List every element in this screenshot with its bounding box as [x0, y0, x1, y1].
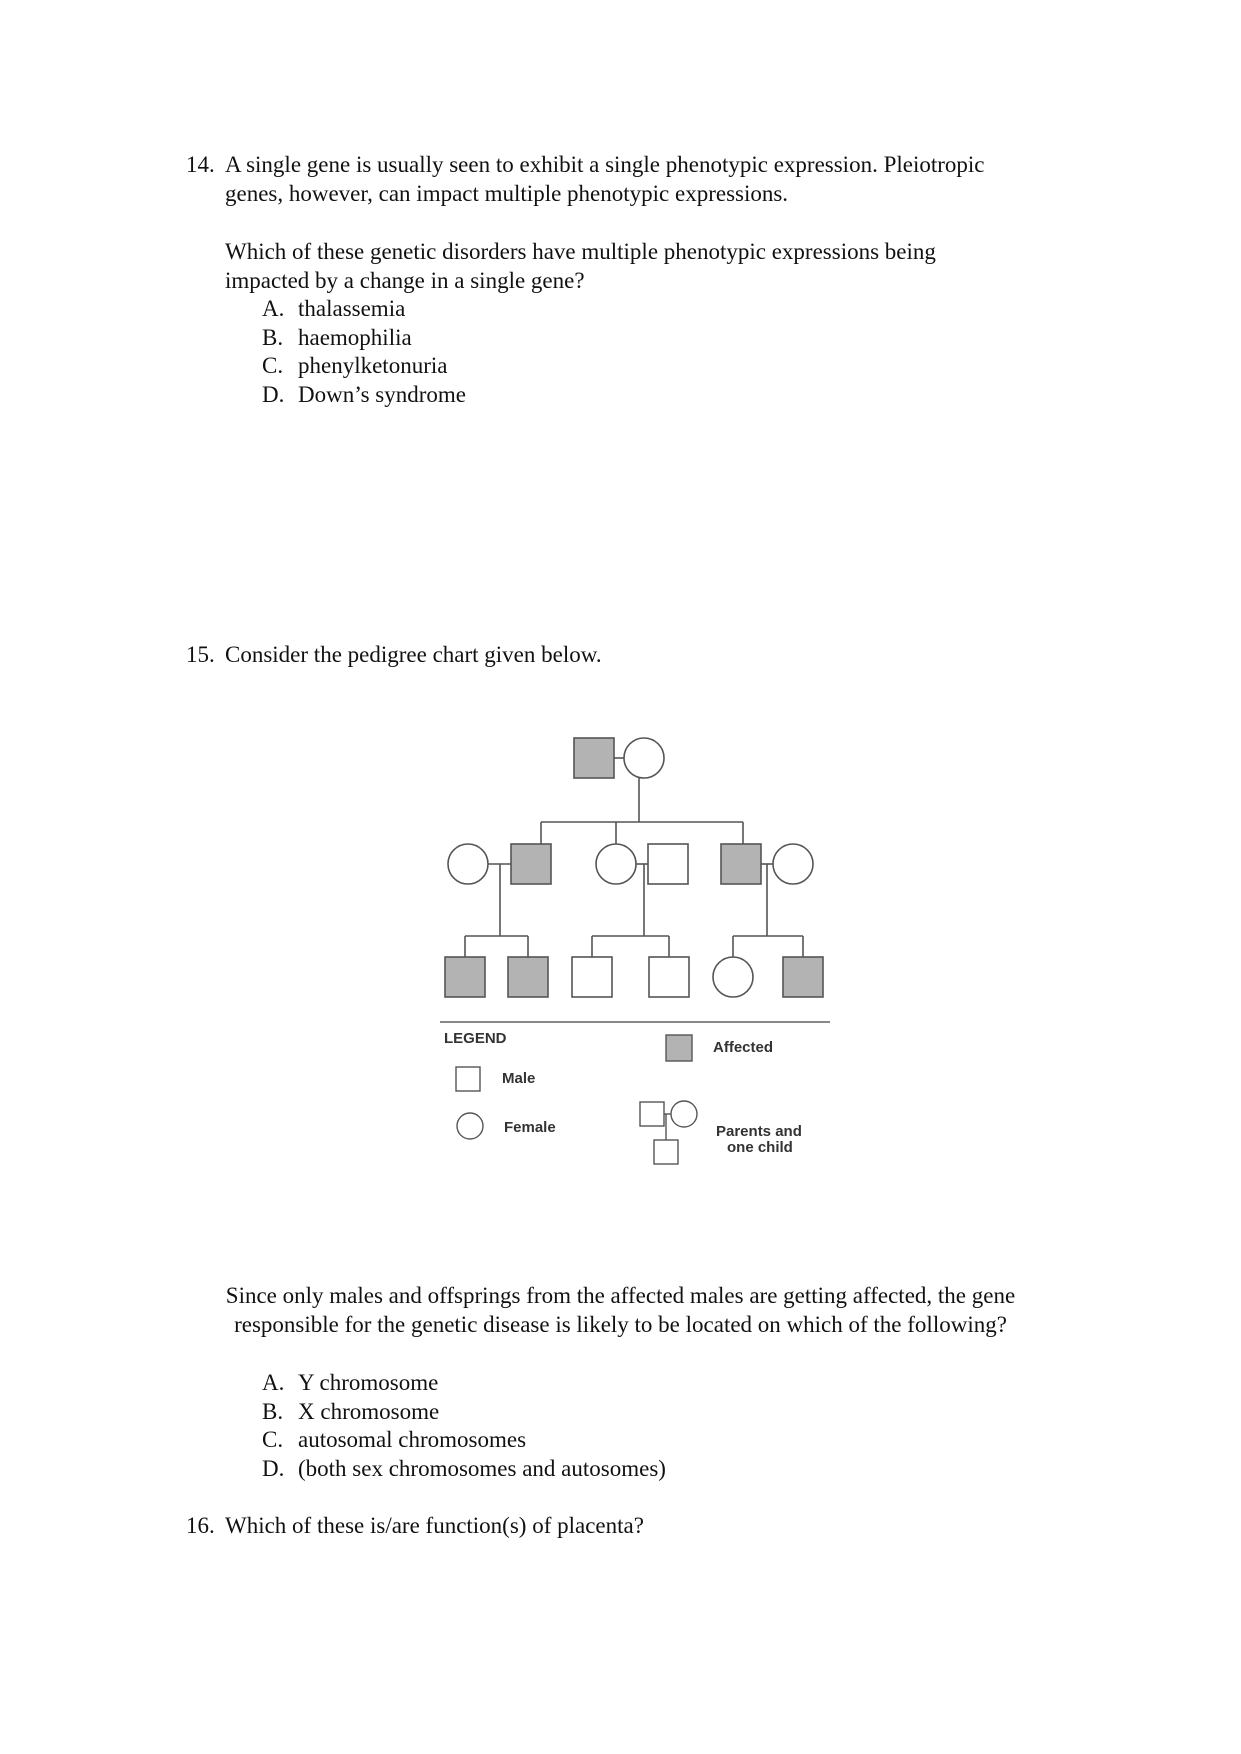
- option-letter: D.: [262, 1456, 285, 1481]
- legend-parents-label-line-2: one child: [727, 1139, 793, 1156]
- option-text: Y chromosome: [298, 1370, 439, 1395]
- question-16-number: 16.: [186, 1513, 215, 1538]
- question-14-line-2: genes, however, can impact multiple phenotypic expressions.: [225, 181, 789, 206]
- question-15-prompt-line-2: responsible for the genetic disease is likely to be located on which of the following?: [234, 1312, 1007, 1337]
- pedigree-gen1-affected-male: [574, 738, 614, 778]
- legend-affected-label: Affected: [713, 1039, 774, 1056]
- question-14-number: 14.: [186, 152, 215, 177]
- pedigree-gen3-male-2: [649, 957, 689, 997]
- question-16-text: Which of these is/are function(s) of placenta?: [225, 1513, 644, 1538]
- pedigree-gen2-spouse-male: [648, 844, 688, 884]
- option-text: X chromosome: [298, 1399, 440, 1424]
- legend-title: LEGEND: [444, 1030, 507, 1047]
- option-text: (both sex chromosomes and autosomes): [298, 1456, 666, 1481]
- pedigree-gen2-affected-male-2: [721, 844, 761, 884]
- option-letter: C.: [262, 353, 284, 378]
- pedigree-gen2-spouse-female-1: [448, 844, 488, 884]
- option-letter: C.: [262, 1427, 284, 1452]
- pedigree-gen3-affected-male-3: [783, 957, 823, 997]
- legend-affected-symbol: [666, 1035, 692, 1061]
- option-letter: A.: [262, 1370, 285, 1395]
- pedigree-gen1-female: [624, 738, 664, 778]
- option-text: haemophilia: [298, 325, 412, 350]
- pedigree-gen3-affected-male-2: [508, 957, 548, 997]
- option-letter: B.: [262, 325, 284, 350]
- pedigree-gen2-affected-male-1: [511, 844, 551, 884]
- question-14-line-1: A single gene is usually seen to exhibit a single phenotypic expression. Pleiotropic: [225, 152, 985, 177]
- option-text: phenylketonuria: [298, 353, 448, 378]
- pedigree-gen2-spouse-female-2: [773, 844, 813, 884]
- question-15-prompt-line-1: Since only males and offsprings from the affected males are getting affected, the gene: [225, 1283, 1016, 1308]
- question-15-number: 15.: [186, 642, 215, 667]
- pedigree-gen3-male-1: [572, 957, 612, 997]
- legend-female-label: Female: [504, 1119, 556, 1136]
- option-text: autosomal chromosomes: [298, 1427, 527, 1452]
- option-letter: A.: [262, 296, 285, 321]
- pedigree-gen3-affected-male-1: [445, 957, 485, 997]
- question-15-intro: Consider the pedigree chart given below.: [225, 642, 602, 667]
- pedigree-gen2-female: [596, 844, 636, 884]
- question-14-prompt-line-1: Which of these genetic disorders have multiple phenotypic expressions being: [225, 239, 936, 264]
- legend-male-symbol: [456, 1067, 480, 1091]
- pedigree-gen3-female: [713, 957, 753, 997]
- question-14-prompt-line-2: impacted by a change in a single gene?: [225, 268, 585, 293]
- legend-parents-label-line-1: Parents and: [716, 1123, 802, 1140]
- option-text: Down’s syndrome: [298, 382, 467, 407]
- option-text: thalassemia: [298, 296, 406, 321]
- legend-male-label: Male: [502, 1070, 536, 1087]
- option-letter: D.: [262, 382, 285, 407]
- option-letter: B.: [262, 1399, 284, 1424]
- legend-female-symbol: [457, 1113, 483, 1139]
- pedigree-chart: [440, 730, 840, 1170]
- legend-parents-child-symbol: [640, 1101, 697, 1164]
